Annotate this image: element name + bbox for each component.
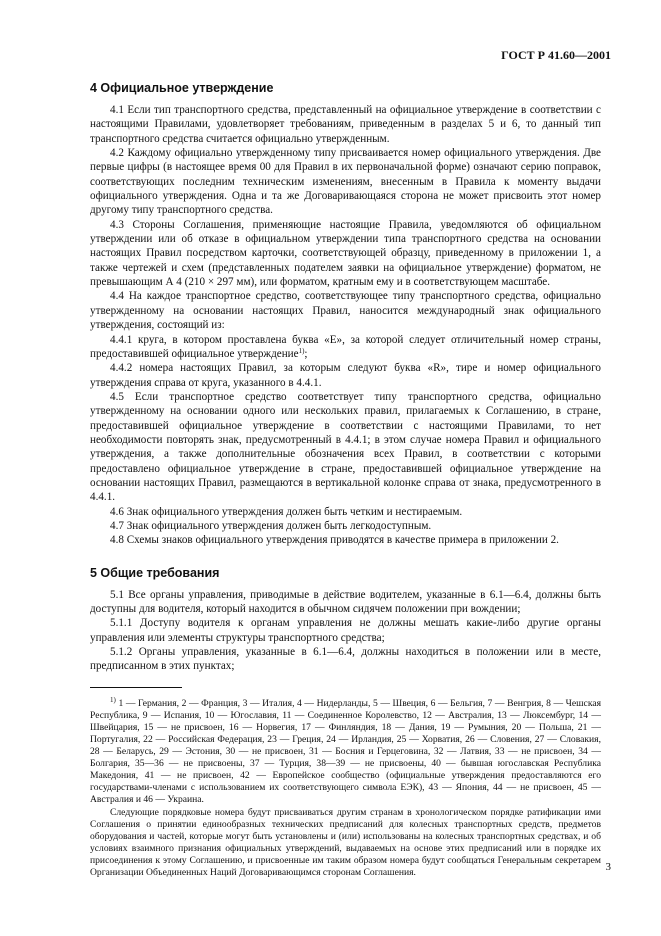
paragraph-4-4-1 [90, 333, 601, 362]
section-5-heading: 5 Общие требования [90, 565, 220, 580]
page-number: 3 [605, 861, 611, 873]
paragraph-4-5: 4.5 Если транспортное средство соответствует типу транспортного средства, официально утвержденному на основании одного или нескольких правил, прилагаемых к Соглашению, в стране, предоставившей официальное утверждение в соответствии с настоящими Правилами, то нет необходимости повторять знак, предусмотренный в 4.4.1; в этом случае номера Правил и официального утверждения, а также дополнительные обозначения всех Правил, в соответствии с которыми предоставлено официальное утверждение в стране, предоставившей официальное утверждение на основании настоящих Правил, размещаются в вертикальной колонке справа от знака, предусмотренного в 4.4.1. [90, 390, 601, 504]
paragraph-4-7: 4.7 Знак официального утверждения должен быть легкодоступным. [110, 519, 432, 532]
paragraph-5-1: 5.1 Все органы управления, приводимые в действие водителем, указанные в 6.1—6.4, должны быть доступны для водителя, который находится в обычном сидячем положении при вождении; [90, 588, 601, 615]
footnote-reference[interactable]: 1) [298, 346, 305, 355]
paragraph-5-1-2: 5.1.2 Органы управления, указанные в 6.1—6.4, должны находиться в положении или в месте, предписанном в этих пунктах; [90, 646, 601, 673]
paragraph-4-4-1-text: 4.4.1 круга, в котором проставлена буква «E», за которой следует отличительный номер страны, предоставившей официальное утверждение [90, 333, 601, 360]
section-4-heading: 4 Официальное утверждение [90, 81, 274, 95]
paragraph-4-6: 4.6 Знак официального утверждения должен быть четким и нестираемым. [110, 505, 463, 518]
footnote-divider [90, 687, 182, 688]
paragraph-4-3: 4.3 Стороны Соглашения, применяющие настоящие Правила, уведомляются об официальном утверждении или об отказе в официальном утверждении типа транспортного средства на основании настоящих Правил посредством карточки, соответствующей образцу, приведенному в приложении 1, а также чертежей и схем (представленных подателем заявки на официальное утверждение) форматом, не превышающим А 4 (210 × 297 мм), или форматом, кратным ему и в соответствующем масштабе. [90, 218, 601, 289]
paragraph-4-1: 4.1 Если тип транспортного средства, представленный на официальное утверждение в соответствии с настоящими Правилами, удовлетворяет требованиям, приведенным в разделах 5 и 6, то данный тип транспортного средства считается официально утвержденным. [90, 104, 601, 145]
paragraph-4-4: 4.4 На каждое транспортное средство, соответствующее типу транспортного средства, официально утвержденному на основании настоящих Правил, наносится международный знак официального утверждения, состоящий из: [90, 290, 601, 332]
paragraph-4-4-1-end: ; [304, 347, 308, 360]
document-code-header: ГОСТ Р 41.60—2001 [501, 48, 611, 62]
section-5 [90, 565, 601, 674]
section-4 [90, 80, 601, 548]
paragraph-4-8: 4.8 Схемы знаков официального утверждения приводятся в качестве примера в приложении 2. [110, 534, 559, 547]
paragraph-4-2: 4.2 Каждому официально утвержденному типу присваивается номер официального утверждения. Две первые цифры (в настоящее время 00 для Правил в их первоначальной форме) означают серию поправок, соответствующих последним техническим изменениям, внесенным в Правила к моменту выдачи официального утверждения. Одна и та же Договаривающаяся сторона не может присвоить этот номер другому типу транспортного средства. [90, 147, 601, 217]
footnote-rest: Следующие порядковые номера будут присваиваться другим странам в хронологическом порядке ратификации ими Соглашения о принятии единообразных технических предписаний для колесных транспортных средств, предметов оборудования и частей, которые могут быть установлены и (или) использованы на колесных транспортных средствах, и об условиях взаимного признания официальных утверждений, выдаваемых на основе этих предписаний или в порядке их присоединения к этому Соглашению, и присвоенные им таким образом номера будут сообщаться Генеральным секретарем Организации Объединенных Наций Договаривающимся сторонам Соглашения. [90, 806, 601, 879]
footnote-countries-text: 1 — Германия, 2 — Франция, 3 — Италия, 4 — Нидерланды, 5 — Швеция, 6 — Бельгия, 7 — Венгрия, 8 — Чешская Республика, 9 — Испания, 10 — Югославия, 11 — Соединенное Королевство, 12 — Австралия, 13 — Люксембург, 14 — Швейцария, 15 — не присвоен, 16 — Норвегия, 17 — Финляндия, 18 — Дания, 19 — Румыния, 20 — Польша, 21 — Португалия, 22 — Российская Федерация, 23 — Греция, 24 — Ирландия, 25 — Хорватия, 26 — Словения, 27 — Словакия, 28 — Беларусь, 29 — Эстония, 30 — не присвоен, 31 — Босния и Герцеговина, 32 — Латвия, 33 — не присвоен, 34 — Болгария, 35—36 — не присвоены, 37 — Турция, 38—39 — не присвоены, 40 — бывшая югославская Республика Македония, 41 — не присвоен, 42 — Европейское сообщество (официальные утверждения предоставляются его государствами-членами с использованием их соответствующего символа ЕЭК), 43 — Япония, 44 — не присвоен, 45 — Австралия и 46 — Украина. [90, 697, 602, 806]
footnote-marker: 1) [110, 695, 116, 704]
footnote [90, 695, 602, 879]
paragraph-4-4-2: 4.4.2 номера настоящих Правил, за которым следуют буква «R», тире и номер официального утверждения справа от круга, указанного в 4.4.1. [90, 362, 601, 389]
footnote-countries [90, 695, 602, 807]
page-content [90, 80, 601, 879]
paragraph-5-1-1: 5.1.1 Доступу водителя к органам управления не должны мешать какие-либо другие органы управления или элементы структуры транспортного средства; [90, 617, 601, 644]
